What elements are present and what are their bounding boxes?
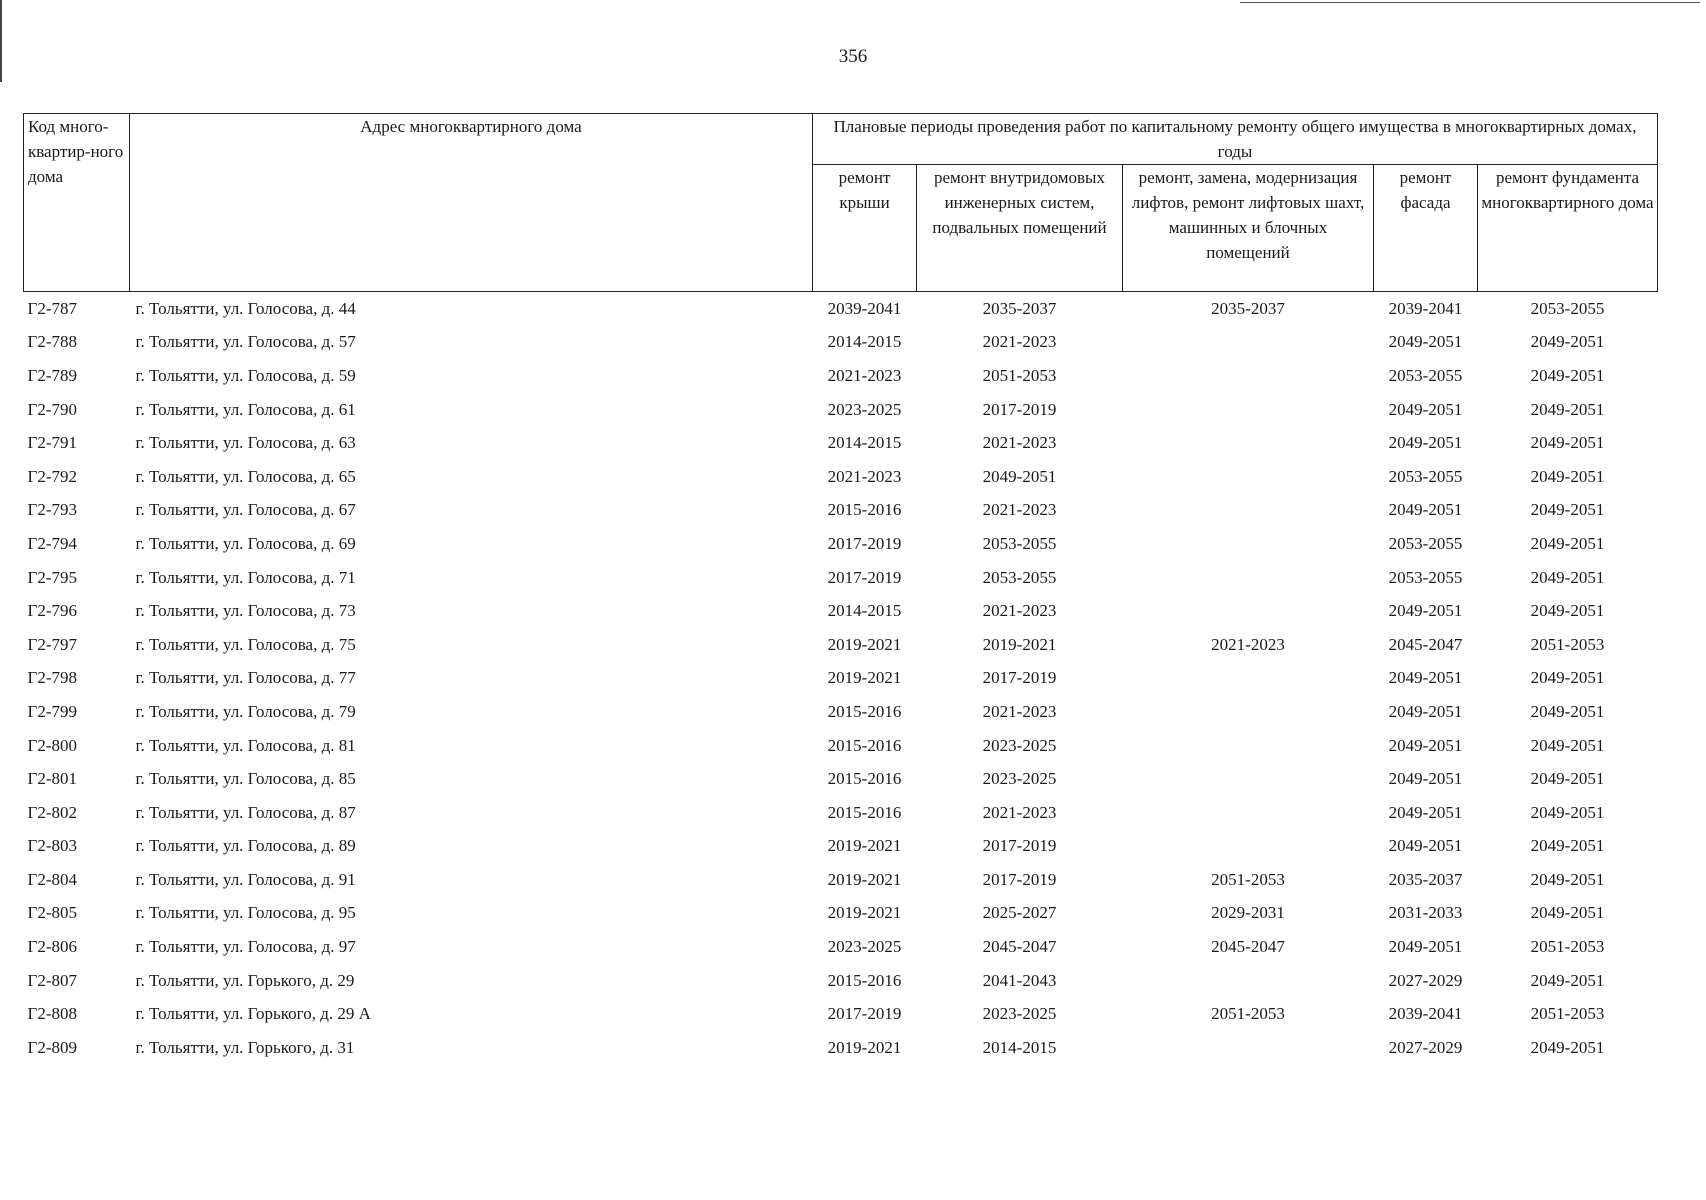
- foundation-repair-cell: 2049-2051: [1530, 869, 1605, 889]
- roof-repair-cell: 2021-2023: [827, 466, 902, 486]
- facade-repair-cell: 2049-2051: [1388, 769, 1463, 789]
- address-cell: г. Тольятти, ул. Горького, д. 29 А: [135, 1004, 371, 1024]
- roof-repair-cell: 2017-2019: [827, 1004, 902, 1024]
- roof-repair-cell: 2021-2023: [827, 365, 902, 385]
- table-row: [24, 964, 1658, 998]
- foundation-repair-cell: 2049-2051: [1530, 601, 1605, 621]
- address-cell: г. Тольятти, ул. Голосова, д. 44: [135, 298, 356, 318]
- elevator-repair-cell: [1123, 729, 1374, 763]
- foundation-repair-cell: 2049-2051: [1530, 903, 1605, 923]
- address-cell: г. Тольятти, ул. Голосова, д. 89: [135, 836, 356, 856]
- engineering-repair-cell: 2017-2019: [982, 668, 1057, 688]
- house-code-cell: Г2-801: [27, 769, 77, 789]
- engineering-repair-cell: 2023-2025: [982, 769, 1057, 789]
- foundation-repair-cell: 2049-2051: [1530, 802, 1605, 822]
- facade-repair-cell: 2049-2051: [1388, 937, 1463, 957]
- elevator-repair-cell: [1123, 695, 1374, 729]
- table-row: [24, 830, 1658, 864]
- table-row: [24, 628, 1658, 662]
- table-row: [24, 393, 1658, 427]
- facade-repair-cell: 2049-2051: [1388, 500, 1463, 520]
- roof-repair-cell: 2014-2015: [827, 433, 902, 453]
- roof-repair-cell: 2017-2019: [827, 567, 902, 587]
- facade-repair-cell: 2031-2033: [1388, 903, 1463, 923]
- table-row: [24, 796, 1658, 830]
- house-code-cell: Г2-805: [27, 903, 77, 923]
- header-planned-periods: Плановые периоды проведения работ по капитальному ремонту общего имущества в многоквартирных домах, годы: [813, 114, 1658, 165]
- elevator-repair-cell: [1123, 964, 1374, 998]
- engineering-repair-cell: 2021-2023: [982, 701, 1057, 721]
- header-roof-repair: ремонт крыши: [813, 165, 917, 292]
- facade-repair-cell: 2053-2055: [1388, 567, 1463, 587]
- table-row: [24, 292, 1658, 326]
- elevator-repair-cell: [1123, 830, 1374, 864]
- house-code-cell: Г2-809: [27, 1037, 77, 1057]
- elevator-repair-cell: 2029-2031: [1211, 903, 1285, 923]
- header-foundation-repair: ремонт фундамента многоквартирного дома: [1478, 165, 1658, 292]
- house-code-cell: Г2-797: [27, 634, 77, 654]
- foundation-repair-cell: 2049-2051: [1530, 500, 1605, 520]
- foundation-repair-cell: 2049-2051: [1530, 701, 1605, 721]
- house-code-cell: Г2-800: [27, 735, 77, 755]
- facade-repair-cell: 2049-2051: [1388, 735, 1463, 755]
- engineering-repair-cell: 2021-2023: [982, 601, 1057, 621]
- engineering-repair-cell: 2021-2023: [982, 433, 1057, 453]
- engineering-repair-cell: 2049-2051: [982, 466, 1057, 486]
- house-code-cell: Г2-795: [27, 567, 77, 587]
- header-house-code: Код много-квартир-ного дома: [24, 114, 130, 292]
- house-code-cell: Г2-788: [27, 332, 77, 352]
- address-cell: г. Тольятти, ул. Голосова, д. 65: [135, 466, 356, 486]
- table-row: [24, 494, 1658, 528]
- foundation-repair-cell: 2049-2051: [1530, 668, 1605, 688]
- facade-repair-cell: 2053-2055: [1388, 533, 1463, 553]
- facade-repair-cell: 2039-2041: [1388, 1004, 1463, 1024]
- elevator-repair-cell: [1123, 561, 1374, 595]
- table-row: [24, 695, 1658, 729]
- elevator-repair-cell: [1123, 527, 1374, 561]
- foundation-repair-cell: 2049-2051: [1530, 466, 1605, 486]
- foundation-repair-cell: 2049-2051: [1530, 365, 1605, 385]
- table-row: [24, 930, 1658, 964]
- address-cell: г. Тольятти, ул. Голосова, д. 81: [135, 735, 356, 755]
- engineering-repair-cell: 2021-2023: [982, 802, 1057, 822]
- engineering-repair-cell: 2053-2055: [982, 533, 1057, 553]
- facade-repair-cell: 2049-2051: [1388, 399, 1463, 419]
- roof-repair-cell: 2019-2021: [827, 869, 902, 889]
- foundation-repair-cell: 2049-2051: [1530, 769, 1605, 789]
- house-code-cell: Г2-793: [27, 500, 77, 520]
- facade-repair-cell: 2049-2051: [1388, 668, 1463, 688]
- facade-repair-cell: 2053-2055: [1388, 466, 1463, 486]
- engineering-repair-cell: 2045-2047: [982, 937, 1057, 957]
- roof-repair-cell: 2039-2041: [827, 298, 902, 318]
- elevator-repair-cell: [1123, 1031, 1374, 1065]
- roof-repair-cell: 2017-2019: [827, 533, 902, 553]
- address-cell: г. Тольятти, ул. Голосова, д. 77: [135, 668, 356, 688]
- engineering-repair-cell: 2025-2027: [982, 903, 1057, 923]
- elevator-repair-cell: 2021-2023: [1211, 634, 1285, 654]
- roof-repair-cell: 2015-2016: [827, 970, 902, 990]
- facade-repair-cell: 2027-2029: [1388, 1037, 1463, 1057]
- house-code-cell: Г2-806: [27, 937, 77, 957]
- facade-repair-cell: 2039-2041: [1388, 298, 1463, 318]
- house-code-cell: Г2-792: [27, 466, 77, 486]
- engineering-repair-cell: 2023-2025: [982, 1004, 1057, 1024]
- facade-repair-cell: 2049-2051: [1388, 332, 1463, 352]
- roof-repair-cell: 2014-2015: [827, 332, 902, 352]
- scan-artifact-left-edge: [0, 0, 2, 82]
- foundation-repair-cell: 2051-2053: [1530, 634, 1605, 654]
- engineering-repair-cell: 2017-2019: [982, 869, 1057, 889]
- elevator-repair-cell: [1123, 393, 1374, 427]
- house-code-cell: Г2-790: [27, 399, 77, 419]
- table-row: [24, 426, 1658, 460]
- elevator-repair-cell: [1123, 326, 1374, 360]
- elevator-repair-cell: [1123, 426, 1374, 460]
- roof-repair-cell: 2019-2021: [827, 903, 902, 923]
- elevator-repair-cell: [1123, 796, 1374, 830]
- table-row: [24, 762, 1658, 796]
- house-code-cell: Г2-794: [27, 533, 77, 553]
- engineering-repair-cell: 2053-2055: [982, 567, 1057, 587]
- house-code-cell: Г2-796: [27, 601, 77, 621]
- roof-repair-cell: 2019-2021: [827, 836, 902, 856]
- address-cell: г. Тольятти, ул. Голосова, д. 97: [135, 937, 356, 957]
- repair-schedule-table: [23, 113, 1658, 1065]
- address-cell: г. Тольятти, ул. Голосова, д. 63: [135, 433, 356, 453]
- house-code-cell: Г2-807: [27, 970, 77, 990]
- house-code-cell: Г2-802: [27, 802, 77, 822]
- roof-repair-cell: 2015-2016: [827, 701, 902, 721]
- address-cell: г. Тольятти, ул. Голосова, д. 61: [135, 399, 356, 419]
- table-row: [24, 326, 1658, 360]
- facade-repair-cell: 2049-2051: [1388, 433, 1463, 453]
- table-row: [24, 359, 1658, 393]
- engineering-repair-cell: 2023-2025: [982, 735, 1057, 755]
- engineering-repair-cell: 2041-2043: [982, 970, 1057, 990]
- house-code-cell: Г2-803: [27, 836, 77, 856]
- roof-repair-cell: 2015-2016: [827, 802, 902, 822]
- table-row: [24, 594, 1658, 628]
- elevator-repair-cell: [1123, 762, 1374, 796]
- facade-repair-cell: 2035-2037: [1388, 869, 1463, 889]
- address-cell: г. Тольятти, ул. Голосова, д. 87: [135, 802, 356, 822]
- elevator-repair-cell: 2051-2053: [1211, 869, 1285, 889]
- elevator-repair-cell: [1123, 460, 1374, 494]
- house-code-cell: Г2-798: [27, 668, 77, 688]
- table-row: [24, 729, 1658, 763]
- address-cell: г. Тольятти, ул. Голосова, д. 79: [135, 701, 356, 721]
- table-row: [24, 662, 1658, 696]
- foundation-repair-cell: 2049-2051: [1530, 399, 1605, 419]
- roof-repair-cell: 2015-2016: [827, 500, 902, 520]
- roof-repair-cell: 2019-2021: [827, 634, 902, 654]
- house-code-cell: Г2-799: [27, 701, 77, 721]
- elevator-repair-cell: 2035-2037: [1211, 298, 1285, 318]
- header-address: Адрес многоквартирного дома: [130, 114, 813, 292]
- elevator-repair-cell: 2051-2053: [1211, 1004, 1285, 1024]
- roof-repair-cell: 2019-2021: [827, 1037, 902, 1057]
- address-cell: г. Тольятти, ул. Горького, д. 29: [135, 970, 355, 990]
- scan-artifact-top-line: [1240, 2, 1700, 3]
- elevator-repair-cell: [1123, 594, 1374, 628]
- roof-repair-cell: 2023-2025: [827, 937, 902, 957]
- table-header: [24, 114, 1658, 292]
- address-cell: г. Тольятти, ул. Голосова, д. 67: [135, 500, 356, 520]
- table-row: [24, 561, 1658, 595]
- engineering-repair-cell: 2017-2019: [982, 399, 1057, 419]
- header-elevator-repair: ремонт, замена, модернизация лифтов, ремонт лифтовых шахт, машинных и блочных помещений: [1123, 165, 1374, 292]
- roof-repair-cell: 2019-2021: [827, 668, 902, 688]
- table-row: [24, 460, 1658, 494]
- elevator-repair-cell: [1123, 494, 1374, 528]
- house-code-cell: Г2-808: [27, 1004, 77, 1024]
- facade-repair-cell: 2053-2055: [1388, 365, 1463, 385]
- engineering-repair-cell: 2019-2021: [982, 634, 1057, 654]
- table-row: [24, 997, 1658, 1031]
- table-row: [24, 527, 1658, 561]
- address-cell: г. Тольятти, ул. Голосова, д. 95: [135, 903, 356, 923]
- roof-repair-cell: 2015-2016: [827, 769, 902, 789]
- address-cell: г. Тольятти, ул. Горького, д. 31: [135, 1037, 355, 1057]
- address-cell: г. Тольятти, ул. Голосова, д. 73: [135, 601, 356, 621]
- facade-repair-cell: 2049-2051: [1388, 836, 1463, 856]
- roof-repair-cell: 2014-2015: [827, 601, 902, 621]
- foundation-repair-cell: 2051-2053: [1530, 937, 1605, 957]
- table-body: [24, 292, 1658, 1065]
- facade-repair-cell: 2049-2051: [1388, 601, 1463, 621]
- foundation-repair-cell: 2049-2051: [1530, 332, 1605, 352]
- house-code-cell: Г2-804: [27, 869, 77, 889]
- address-cell: г. Тольятти, ул. Голосова, д. 91: [135, 869, 356, 889]
- header-facade-repair: ремонт фасада: [1374, 165, 1478, 292]
- address-cell: г. Тольятти, ул. Голосова, д. 57: [135, 332, 356, 352]
- foundation-repair-cell: 2049-2051: [1530, 836, 1605, 856]
- table-row: [24, 1031, 1658, 1065]
- address-cell: г. Тольятти, ул. Голосова, д. 75: [135, 634, 356, 654]
- address-cell: г. Тольятти, ул. Голосова, д. 71: [135, 567, 356, 587]
- facade-repair-cell: 2045-2047: [1388, 634, 1463, 654]
- roof-repair-cell: 2023-2025: [827, 399, 902, 419]
- foundation-repair-cell: 2053-2055: [1530, 298, 1605, 318]
- engineering-repair-cell: 2014-2015: [982, 1037, 1057, 1057]
- engineering-repair-cell: 2017-2019: [982, 836, 1057, 856]
- house-code-cell: Г2-789: [27, 365, 77, 385]
- facade-repair-cell: 2027-2029: [1388, 970, 1463, 990]
- engineering-repair-cell: 2021-2023: [982, 500, 1057, 520]
- foundation-repair-cell: 2049-2051: [1530, 533, 1605, 553]
- facade-repair-cell: 2049-2051: [1388, 802, 1463, 822]
- foundation-repair-cell: 2049-2051: [1530, 433, 1605, 453]
- house-code-cell: Г2-787: [27, 298, 77, 318]
- foundation-repair-cell: 2049-2051: [1530, 567, 1605, 587]
- foundation-repair-cell: 2051-2053: [1530, 1004, 1605, 1024]
- foundation-repair-cell: 2049-2051: [1530, 1037, 1605, 1057]
- table-row: [24, 897, 1658, 931]
- elevator-repair-cell: [1123, 662, 1374, 696]
- roof-repair-cell: 2015-2016: [827, 735, 902, 755]
- header-engineering-repair: ремонт внутридомовых инженерных систем, подвальных помещений: [917, 165, 1123, 292]
- address-cell: г. Тольятти, ул. Голосова, д. 69: [135, 533, 356, 553]
- house-code-cell: Г2-791: [27, 433, 77, 453]
- address-cell: г. Тольятти, ул. Голосова, д. 59: [135, 365, 356, 385]
- address-cell: г. Тольятти, ул. Голосова, д. 85: [135, 769, 356, 789]
- elevator-repair-cell: 2045-2047: [1211, 937, 1285, 957]
- engineering-repair-cell: 2035-2037: [982, 298, 1057, 318]
- engineering-repair-cell: 2051-2053: [982, 365, 1057, 385]
- facade-repair-cell: 2049-2051: [1388, 701, 1463, 721]
- foundation-repair-cell: 2049-2051: [1530, 970, 1605, 990]
- table-row: [24, 863, 1658, 897]
- page-number: 356: [838, 46, 868, 67]
- elevator-repair-cell: [1123, 359, 1374, 393]
- foundation-repair-cell: 2049-2051: [1530, 735, 1605, 755]
- engineering-repair-cell: 2021-2023: [982, 332, 1057, 352]
